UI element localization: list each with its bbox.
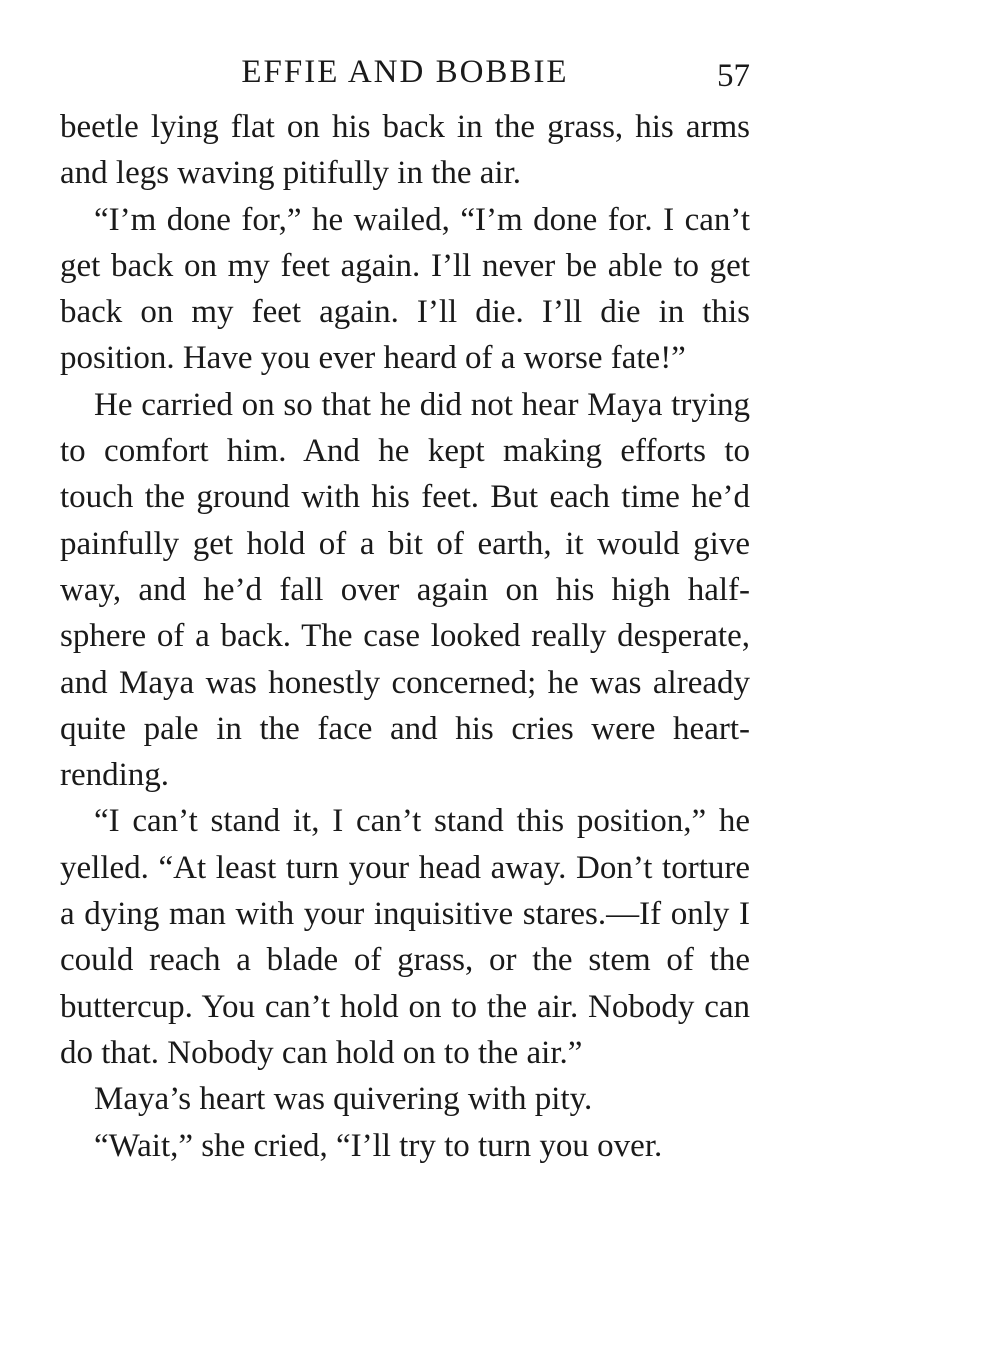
paragraph: He carried on so that he did not hear Maya trying to comfort him. And he kept making efforts to touch the ground with his feet. But each time he’d painfully get hold of a bit of earth, it would give way, and he’d fall over again on his high half-sphere of a back. The case looked really desperate, and Maya was honestly concerned; he was already quite pale in the face and his cries were heart-rending. [60, 386, 750, 794]
paragraph: “Wait,” she cried, “I’ll try to turn you over. [94, 1127, 663, 1164]
page-number: 57 [717, 58, 750, 94]
paragraph-continuation: beetle lying flat on his back in the grass, his arms and legs waving pitifully in the air. [60, 109, 750, 192]
paragraph: Maya’s heart was quivering with pity. [94, 1081, 593, 1118]
running-title: EFFIE AND BOBBIE [241, 54, 569, 90]
paragraph: “I can’t stand it, I can’t stand this position,” he yelled. “At least turn your head away. Don’t torture a dying man with your inquisitive stares.—If only I could reach a blade of grass, or the stem of the buttercup. You can’t hold on to the air. Nobody can do that. Nobody can hold on to the air.” [60, 803, 750, 1071]
running-head [60, 52, 750, 104]
body-text [60, 104, 750, 1169]
paragraph: “I’m done for,” he wailed, “I’m done for. I can’t get back on my feet again. I’ll never be able to get back on my feet again. I’ll die. I’ll die in this position. Have you ever heard of a worse fate!” [60, 201, 750, 377]
book-page [60, 52, 750, 1169]
